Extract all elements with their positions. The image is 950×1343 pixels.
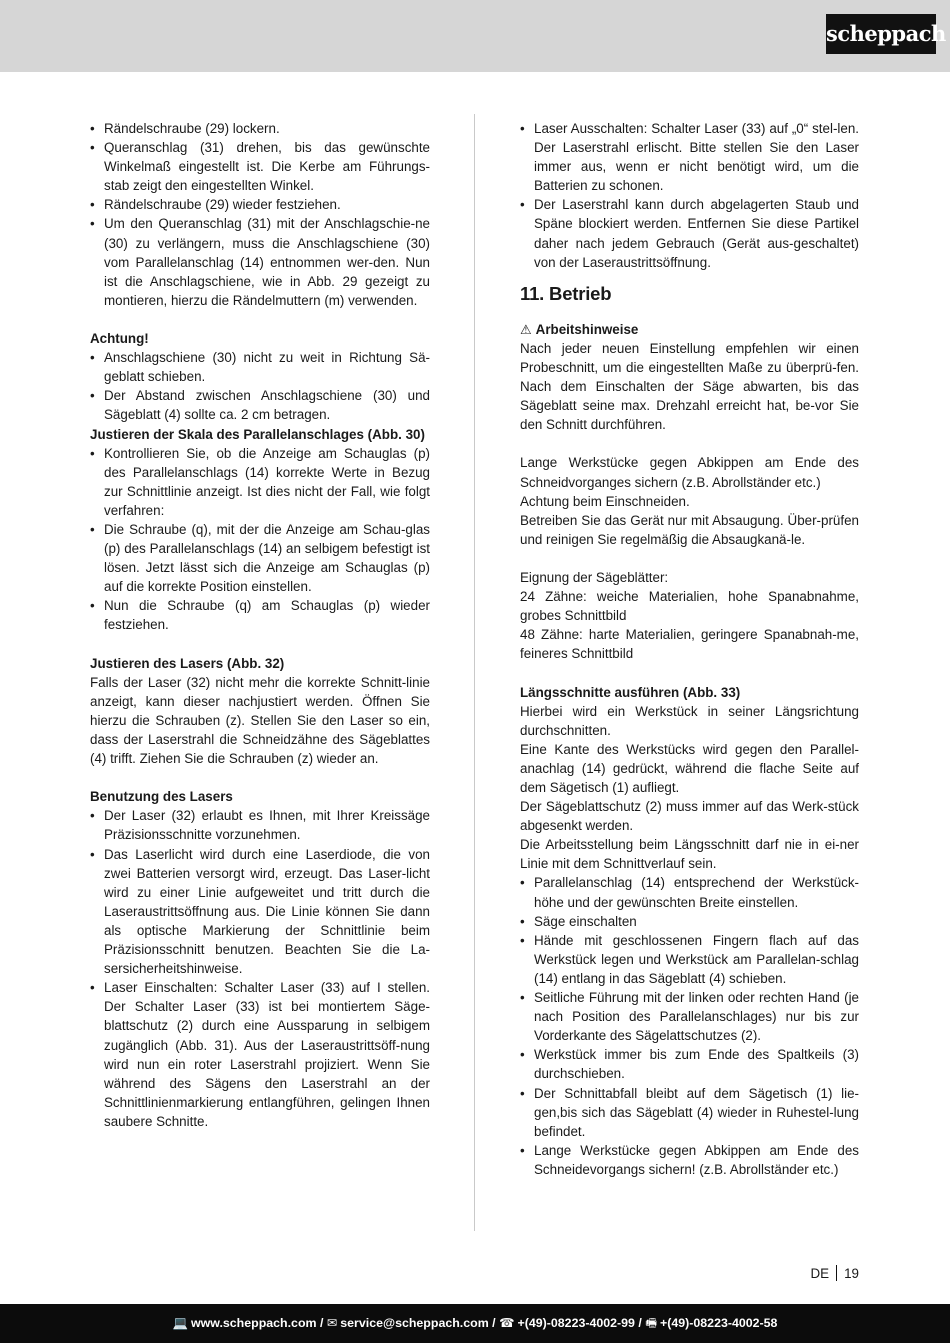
page-number-value: 19: [844, 1265, 859, 1281]
paragraph: Nach jeder neuen Einstellung empfehlen wir einen Probeschnitt, um die eingestellten Maße zu überprü-fen. Nach dem Einschalten der Säge abwarten, bis das Sägeblatt seine max. Drehzahl erreicht hat, be-vor Sie den Schnitt durchführen.: [520, 340, 859, 433]
page-footer: [0, 1304, 950, 1343]
footer-website[interactable]: www.scheppach.com /: [190, 1316, 324, 1330]
column-divider: [474, 114, 475, 1231]
paragraph: 48 Zähne: harte Materialien, geringere Spanabnah-me, feineres Schnittbild: [520, 627, 859, 662]
paragraph: Falls der Laser (32) nicht mehr die korrekte Schnitt-linie anzeigt, kann dieser nachjustiert werden. Öffnen Sie hierzu die Schrauben (z). Stellen Sie den Laser so ein, dass der Laserstrahl die Schneidzähne des Sägeblattes (4) trifft. Ziehen Sie die Schrauben (z) wieder an.: [90, 674, 430, 767]
warning-heading: [520, 320, 859, 339]
mail-icon: ✉: [326, 1316, 338, 1330]
list-item: • Die Schraube (q), mit der die Anzeige am Schau-glas (p) des Parallelanschlags (14) an selbigem befestigt ist lösen. Jetzt lässt sich die Anzeige am Schauglas (p) auf die korrekte Position einstellen.: [90, 520, 430, 596]
bullet-list: [90, 444, 430, 635]
bullet-list: [90, 806, 430, 1131]
list-item: • Lange Werkstücke gegen Abkippen am Ende des Schneidevorgangs sichern! (z.B. Abrollständer etc.): [520, 1141, 859, 1179]
right-column: [520, 119, 859, 1179]
paragraph: Hierbei wird ein Werkstück in seiner Längsrichtung durchschnitten.: [520, 703, 859, 738]
list-item: • Kontrollieren Sie, ob die Anzeige am Schauglas (p) des Parallelanschlags (14) korrekte Werte in Bezug zur Schnittlinie anzeigt. Ist dies nicht der Fall, wie folgt verfahren:: [90, 444, 430, 520]
paragraph: Die Arbeitsstellung beim Längsschnitt darf nie in ei-ner Linie mit dem Schnittverlauf sein.: [520, 837, 859, 872]
paragraph: 24 Zähne: weiche Materialien, hohe Spanabnahme, grobes Schnittbild: [520, 589, 859, 624]
footer-email[interactable]: service@scheppach.com /: [340, 1316, 496, 1330]
section-heading: Längsschnitte ausführen (Abb. 33): [520, 684, 741, 700]
bullet-list: [520, 873, 859, 1179]
list-item: • Rändelschraube (29) wieder festziehen.: [90, 195, 430, 214]
footer-fax: +(49)-08223-4002-58: [660, 1316, 778, 1330]
list-item: • Queranschlag (31) drehen, bis das gewünschte Winkelmaß eingestellt ist. Die Kerbe am Führungs-stab zeigt den eingestellten Winkel.: [90, 138, 430, 195]
page-number: [810, 1265, 859, 1281]
paragraph: Eignung der Sägeblätter:: [520, 569, 669, 585]
warning-triangle-icon: ⚠: [520, 321, 532, 337]
bullet-list: [90, 348, 430, 424]
list-item: • Nun die Schraube (q) am Schauglas (p) wieder festziehen.: [90, 596, 430, 634]
warning-heading-label: Arbeitshinweise: [535, 321, 639, 337]
language-code: DE: [810, 1265, 830, 1281]
list-item: • Anschlagschiene (30) nicht zu weit in Richtung Sä-geblatt schieben.: [90, 348, 430, 386]
section-heading: Achtung!: [90, 331, 149, 347]
list-item: • Der Laser (32) erlaubt es Ihnen, mit Ihrer Kreissäge Präzisionsschnitte vorzunehmen.: [90, 806, 430, 844]
list-item: • Parallelanschlag (14) entsprechend der Werkstück-höhe und der gewünschten Breite einstellen.: [520, 873, 859, 911]
paragraph: Achtung beim Einschneiden.: [520, 493, 690, 509]
list-item: • Um den Queranschlag (31) mit der Anschlagschie-ne (30) zu verlängern, muss die Anschlagschiene (30) vom Parallelanschlag (14) entnommen wer-den. Nun ist die Anschlagschiene, wie in Abb. 29 gezeigt zu montieren, hierzu die Rändelmuttern (m) verwenden.: [90, 214, 430, 309]
list-item: • Der Abstand zwischen Anschlagschiene (30) und Sägeblatt (4) sollte ca. 2 cm betragen.: [90, 386, 430, 424]
bullet-list: [90, 119, 430, 310]
list-item: • Werkstück immer bis zum Ende des Spaltkeils (3) durchschieben.: [520, 1045, 859, 1083]
list-item: • Laser Einschalten: Schalter Laser (33) auf I stellen. Der Schalter Laser (33) ist bei montiertem Säge-blattschutz (2) durch eine Aussparung in selbigem zugänglich (Abb. 31). Aus der Laseraustrittsöff-nung wird nun ein roter Laserstrahl projiziert. Wenn Sie während des Sägens den Laserstrahl an der Schnittlinienmarkierung entlangführen, gelingen Ihnen saubere Schnitte.: [90, 978, 430, 1131]
computer-icon: 💻: [172, 1316, 188, 1330]
list-item: • Der Schnittabfall bleibt auf dem Sägetisch (1) lie-gen,bis sich das Sägeblatt (4) wieder in Ruhestel-lung befindet.: [520, 1084, 859, 1141]
footer-phone: +(49)-08223-4002-99 /: [517, 1316, 642, 1330]
left-column: [90, 119, 430, 1131]
section-heading: Justieren der Skala des Parallelanschlages (Abb. 30): [90, 426, 425, 442]
section-heading: Justieren des Lasers (Abb. 32): [90, 655, 285, 671]
paragraph: Betreiben Sie das Gerät nur mit Absaugung. Über-prüfen und reinigen Sie regelmäßig die Absaugkanä-le.: [520, 512, 859, 547]
list-item: • Der Laserstrahl kann durch abgelagerten Staub und Späne blockiert werden. Entfernen Sie diese Partikel daher nach jedem Gebrauch (Gerät aus-geschaltet) von der Laseraustrittsöffnung.: [520, 195, 859, 271]
chapter-title: 11. Betrieb: [520, 282, 612, 304]
list-item: • Laser Ausschalten: Schalter Laser (33) auf „0“ stel-len. Der Laserstrahl erlischt. Bitte stellen Sie den Laser immer aus, wenn er nicht benötigt wird, um die Batterien zu schonen.: [520, 119, 859, 195]
brand-logo: scheppach: [826, 14, 936, 54]
page-header: [0, 0, 950, 72]
list-item: • Rändelschraube (29) lockern.: [90, 119, 430, 138]
bullet-list: [520, 119, 859, 272]
paragraph: Eine Kante des Werkstücks wird gegen den Parallel-anachlag (14) gedrückt, während die flache Seite auf dem Sägetisch (1) aufliegt.: [520, 741, 859, 795]
fax-icon: 🖷: [645, 1316, 657, 1330]
paragraph: Der Sägeblattschutz (2) muss immer auf das Werk-stück abgesenkt werden.: [520, 799, 859, 834]
page-number-separator: [836, 1265, 837, 1281]
list-item: • Seitliche Führung mit der linken oder rechten Hand (je nach Position des Parallelanschlages) nur bis zur Vorderkante des Sägelattschutzes (2).: [520, 988, 859, 1045]
list-item: • Säge einschalten: [520, 912, 859, 931]
section-heading: Benutzung des Lasers: [90, 789, 233, 805]
paragraph: Lange Werkstücke gegen Abkippen am Ende des Schneidvorganges sichern (z.B. Abrollständer etc.): [520, 455, 859, 490]
phone-icon: ☎: [499, 1316, 515, 1330]
list-item: • Das Laserlicht wird durch eine Laserdiode, die von zwei Batterien versorgt wird, erzeugt. Das Laser-licht wird zu einer Linie aufgeweitet und tritt durch die Laseraustrittsöffnung aus. Die Linie können Sie dann als optische Markierung der Schnittlinie beim Präzisionsschnitt benutzen. Beachten Sie die La-sersicherheitshinweise.: [90, 845, 430, 979]
list-item: • Hände mit geschlossenen Fingern flach auf das Werkstück legen und Werkstück am Parallelan-schlag (14) entlang in das Sägeblatt (4) schieben.: [520, 931, 859, 988]
